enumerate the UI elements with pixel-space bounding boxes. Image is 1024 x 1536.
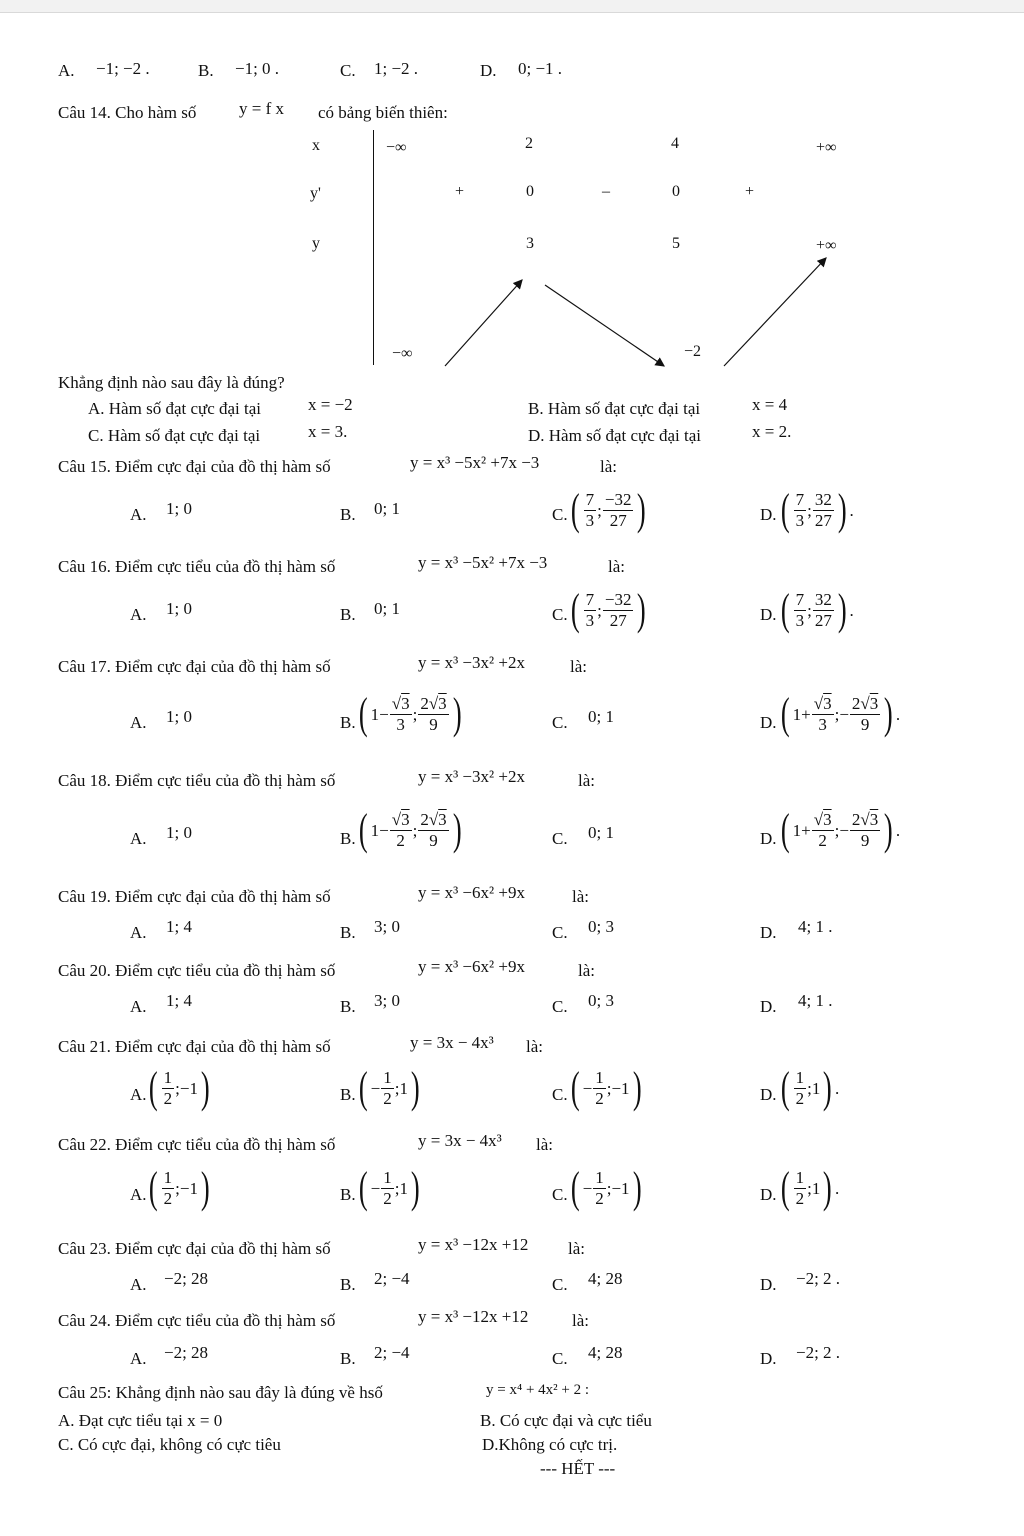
q14-option-c-math: x = 3. bbox=[308, 422, 348, 441]
table-y-label: y bbox=[312, 235, 320, 252]
x-val-4: +∞ bbox=[816, 139, 837, 156]
q14-title: Câu 14. Cho hàm số bbox=[58, 103, 197, 122]
q16-func: y = x³ −5x² +7x −3 bbox=[418, 553, 548, 572]
q22-d-point: ( $\frac{1}{2}$ ;1 ) . bbox=[780, 1163, 840, 1212]
q20-b-value: 3; 0 bbox=[374, 991, 400, 1010]
q19-d-label: D. bbox=[760, 923, 777, 942]
yp-zero-1: 0 bbox=[526, 183, 534, 200]
q20-c-value: 0; 3 bbox=[588, 991, 614, 1010]
q18-title: Câu 18. Điểm cực tiểu của đồ thị hàm số bbox=[58, 771, 336, 790]
q18-d-label: D. bbox=[760, 829, 777, 848]
q22-a-label: A. bbox=[130, 1185, 147, 1204]
q20-b-label: B. bbox=[340, 997, 356, 1016]
q20-a-label: A. bbox=[130, 997, 147, 1016]
q21-a-label: A. bbox=[130, 1085, 147, 1104]
q25-option-c: C. Có cực đại, không có cực tiêu bbox=[58, 1435, 281, 1454]
y-top-right: +∞ bbox=[816, 237, 837, 254]
q24-a-label: A. bbox=[130, 1349, 147, 1368]
q22-title: Câu 22. Điểm cực tiểu của đồ thị hàm số bbox=[58, 1135, 336, 1154]
q17-suffix: là: bbox=[570, 657, 587, 676]
q20-a-value: 1; 4 bbox=[166, 991, 192, 1010]
q21-b-point: ( − $\frac{1}{2}$ ;1 ) bbox=[358, 1063, 420, 1112]
q14-option-b: B. Hàm số đạt cực đại tại bbox=[528, 399, 701, 418]
q14-option-c: C. Hàm số đạt cực đại tại bbox=[88, 426, 261, 445]
yp-zero-2: 0 bbox=[672, 183, 680, 200]
q23-a-value: −2; 28 bbox=[164, 1269, 209, 1288]
y-bottom-left: −∞ bbox=[392, 345, 413, 362]
q20-func: y = x³ −6x² +9x bbox=[418, 957, 525, 976]
arrow-down bbox=[545, 285, 664, 366]
q18-a-value: 1; 0 bbox=[166, 823, 192, 842]
q14-option-a: A. Hàm số đạt cực đại tại bbox=[88, 399, 262, 418]
q20-d-label: D. bbox=[760, 997, 777, 1016]
option-c-label: C. bbox=[340, 61, 356, 80]
q15-d-point: ( $\frac{7}{3}$ ; $\frac{32}{27}$ ) . bbox=[780, 485, 854, 534]
q18-func: y = x³ −3x² +2x bbox=[418, 767, 525, 786]
q18-a-label: A. bbox=[130, 829, 147, 848]
q16-a-label: A. bbox=[130, 605, 147, 624]
q19-a-value: 1; 4 bbox=[166, 917, 192, 936]
q24-func: y = x³ −12x +12 bbox=[418, 1307, 529, 1326]
q24-title: Câu 24. Điểm cực tiểu của đồ thị hàm số bbox=[58, 1311, 336, 1330]
q17-b-label: B. bbox=[340, 713, 356, 732]
q24-c-label: C. bbox=[552, 1349, 568, 1368]
table-x-label: x bbox=[312, 137, 320, 154]
q17-a-value: 1; 0 bbox=[166, 707, 192, 726]
q18-b-point: ( 1− $\frac{√3}{2}$ ; $\frac{2√3}{9}$ ) bbox=[358, 805, 462, 854]
q16-d-point: ( $\frac{7}{3}$ ; $\frac{32}{27}$ ) . bbox=[780, 585, 854, 634]
q18-c-value: 0; 1 bbox=[588, 823, 614, 842]
table-yprime-label: y' bbox=[310, 185, 321, 202]
q17-d-label: D. bbox=[760, 713, 777, 732]
q22-func: y = 3x − 4x³ bbox=[418, 1131, 502, 1150]
q15-c-point: ( $\frac{7}{3}$ ; $\frac{-32}{27}$ ) bbox=[570, 485, 647, 534]
q16-c-point: ( $\frac{7}{3}$ ; $\frac{-32}{27}$ ) bbox=[570, 585, 647, 634]
arrow-up-1 bbox=[445, 280, 522, 366]
x-val-3: 4 bbox=[671, 135, 679, 152]
q25-option-b: B. Có cực đại và cực tiểu bbox=[480, 1411, 652, 1430]
y-local-min: −2 bbox=[684, 343, 702, 360]
y-mid: 5 bbox=[672, 235, 680, 252]
q14-func: y = f x bbox=[239, 99, 284, 118]
q23-c-label: C. bbox=[552, 1275, 568, 1294]
q15-a-label: A. bbox=[130, 505, 147, 524]
q17-a-label: A. bbox=[130, 713, 147, 732]
q15-func: y = x³ −5x² +7x −3 bbox=[410, 453, 540, 472]
yp-sign-3: + bbox=[745, 183, 755, 200]
q22-suffix: là: bbox=[536, 1135, 553, 1154]
yp-sign-2: – bbox=[602, 183, 610, 200]
q19-d-value: 4; 1 . bbox=[798, 917, 833, 936]
x-val-1: −∞ bbox=[386, 139, 407, 156]
q23-b-label: B. bbox=[340, 1275, 356, 1294]
q23-suffix: là: bbox=[568, 1239, 585, 1258]
q16-title: Câu 16. Điểm cực tiểu của đồ thị hàm số bbox=[58, 557, 336, 576]
q14-option-b-math: x = 4 bbox=[752, 395, 788, 414]
q19-a-label: A. bbox=[130, 923, 147, 942]
q18-suffix: là: bbox=[578, 771, 595, 790]
q20-title: Câu 20. Điểm cực tiểu của đồ thị hàm số bbox=[58, 961, 336, 980]
q23-title: Câu 23. Điểm cực đại của đồ thị hàm số bbox=[58, 1239, 331, 1258]
q16-b-value: 0; 1 bbox=[374, 599, 400, 618]
q15-b-label: B. bbox=[340, 505, 356, 524]
q22-b-point: ( − $\frac{1}{2}$ ;1 ) bbox=[358, 1163, 420, 1212]
option-a-label: A. bbox=[58, 61, 75, 80]
table-arrows bbox=[0, 0, 1024, 400]
option-c-value: 1; −2 . bbox=[374, 59, 419, 78]
q24-d-value: −2; 2 . bbox=[796, 1343, 841, 1362]
q24-a-value: −2; 28 bbox=[164, 1343, 209, 1362]
option-b-label: B. bbox=[198, 61, 214, 80]
q25-option-a: A. Đạt cực tiểu tại x = 0 bbox=[58, 1411, 223, 1430]
q19-suffix: là: bbox=[572, 887, 589, 906]
q24-b-label: B. bbox=[340, 1349, 356, 1368]
q21-b-label: B. bbox=[340, 1085, 356, 1104]
option-b-value: −1; 0 . bbox=[235, 59, 280, 78]
q14-option-a-math: x = −2 bbox=[308, 395, 353, 414]
end-marker: --- HẾT --- bbox=[540, 1459, 616, 1478]
q16-suffix: là: bbox=[608, 557, 625, 576]
q19-c-label: C. bbox=[552, 923, 568, 942]
option-d-label: D. bbox=[480, 61, 497, 80]
q23-b-value: 2; −4 bbox=[374, 1269, 410, 1288]
q15-d-label: D. bbox=[760, 505, 777, 524]
q14-option-d: D. Hàm số đạt cực đại tại bbox=[528, 426, 702, 445]
q21-suffix: là: bbox=[526, 1037, 543, 1056]
q17-d-point: ( 1+ $\frac{√3}{3}$ ;− $\frac{2√3}{9}$ ) . bbox=[780, 689, 901, 738]
q17-func: y = x³ −3x² +2x bbox=[418, 653, 525, 672]
q23-c-value: 4; 28 bbox=[588, 1269, 623, 1288]
q21-c-label: C. bbox=[552, 1085, 568, 1104]
y-local-max: 3 bbox=[526, 235, 534, 252]
option-d-value: 0; −1 . bbox=[518, 59, 563, 78]
q24-c-value: 4; 28 bbox=[588, 1343, 623, 1362]
q16-a-value: 1; 0 bbox=[166, 599, 192, 618]
q21-func: y = 3x − 4x³ bbox=[410, 1033, 494, 1052]
q25-title: Câu 25: Khẳng định nào sau đây là đúng về hsố bbox=[58, 1383, 383, 1402]
q14-prompt: Khẳng định nào sau đây là đúng? bbox=[58, 373, 285, 392]
arrow-up-2 bbox=[724, 258, 826, 366]
q21-d-point: ( $\frac{1}{2}$ ;1 ) . bbox=[780, 1063, 840, 1112]
q22-d-label: D. bbox=[760, 1185, 777, 1204]
option-a-value: −1; −2 . bbox=[96, 59, 150, 78]
q18-b-label: B. bbox=[340, 829, 356, 848]
q17-c-value: 0; 1 bbox=[588, 707, 614, 726]
q15-title: Câu 15. Điểm cực đại của đồ thị hàm số bbox=[58, 457, 331, 476]
q21-d-label: D. bbox=[760, 1085, 777, 1104]
q17-c-label: C. bbox=[552, 713, 568, 732]
q20-c-label: C. bbox=[552, 997, 568, 1016]
q15-a-value: 1; 0 bbox=[166, 499, 192, 518]
q16-d-label: D. bbox=[760, 605, 777, 624]
q23-d-label: D. bbox=[760, 1275, 777, 1294]
q16-c-label: C. bbox=[552, 605, 568, 624]
q22-a-point: ( $\frac{1}{2}$ ;−1 ) bbox=[148, 1163, 210, 1212]
q25-option-d: D.Không có cực trị. bbox=[482, 1435, 618, 1454]
q18-c-label: C. bbox=[552, 829, 568, 848]
q22-c-label: C. bbox=[552, 1185, 568, 1204]
q15-c-label: C. bbox=[552, 505, 568, 524]
x-val-2: 2 bbox=[525, 135, 533, 152]
q19-func: y = x³ −6x² +9x bbox=[418, 883, 525, 902]
q19-c-value: 0; 3 bbox=[588, 917, 614, 936]
q20-suffix: là: bbox=[578, 961, 595, 980]
q19-title: Câu 19. Điểm cực đại của đồ thị hàm số bbox=[58, 887, 331, 906]
q15-b-value: 0; 1 bbox=[374, 499, 400, 518]
q17-b-point: ( 1− $\frac{√3}{3}$ ; $\frac{2√3}{9}$ ) bbox=[358, 689, 462, 738]
q23-d-value: −2; 2 . bbox=[796, 1269, 841, 1288]
q19-b-value: 3; 0 bbox=[374, 917, 400, 936]
q25-func: y = x⁴ + 4x² + 2 : bbox=[486, 1382, 590, 1398]
q18-d-point: ( 1+ $\frac{√3}{2}$ ;− $\frac{2√3}{9}$ ) . bbox=[780, 805, 901, 854]
q21-a-point: ( $\frac{1}{2}$ ;−1 ) bbox=[148, 1063, 210, 1112]
q14-option-d-math: x = 2. bbox=[752, 422, 792, 441]
q23-func: y = x³ −12x +12 bbox=[418, 1235, 529, 1254]
q22-b-label: B. bbox=[340, 1185, 356, 1204]
q16-b-label: B. bbox=[340, 605, 356, 624]
q23-a-label: A. bbox=[130, 1275, 147, 1294]
q24-b-value: 2; −4 bbox=[374, 1343, 410, 1362]
yp-sign-1: + bbox=[455, 183, 465, 200]
q22-c-point: ( − $\frac{1}{2}$ ;−1 ) bbox=[570, 1163, 642, 1212]
q24-d-label: D. bbox=[760, 1349, 777, 1368]
q19-b-label: B. bbox=[340, 923, 356, 942]
q15-suffix: là: bbox=[600, 457, 617, 476]
q17-title: Câu 17. Điểm cực đại của đồ thị hàm số bbox=[58, 657, 331, 676]
q20-d-value: 4; 1 . bbox=[798, 991, 833, 1010]
q14-title-suffix: có bảng biến thiên: bbox=[318, 103, 448, 122]
q24-suffix: là: bbox=[572, 1311, 589, 1330]
q21-c-point: ( − $\frac{1}{2}$ ;−1 ) bbox=[570, 1063, 642, 1112]
q21-title: Câu 21. Điểm cực đại của đồ thị hàm số bbox=[58, 1037, 331, 1056]
